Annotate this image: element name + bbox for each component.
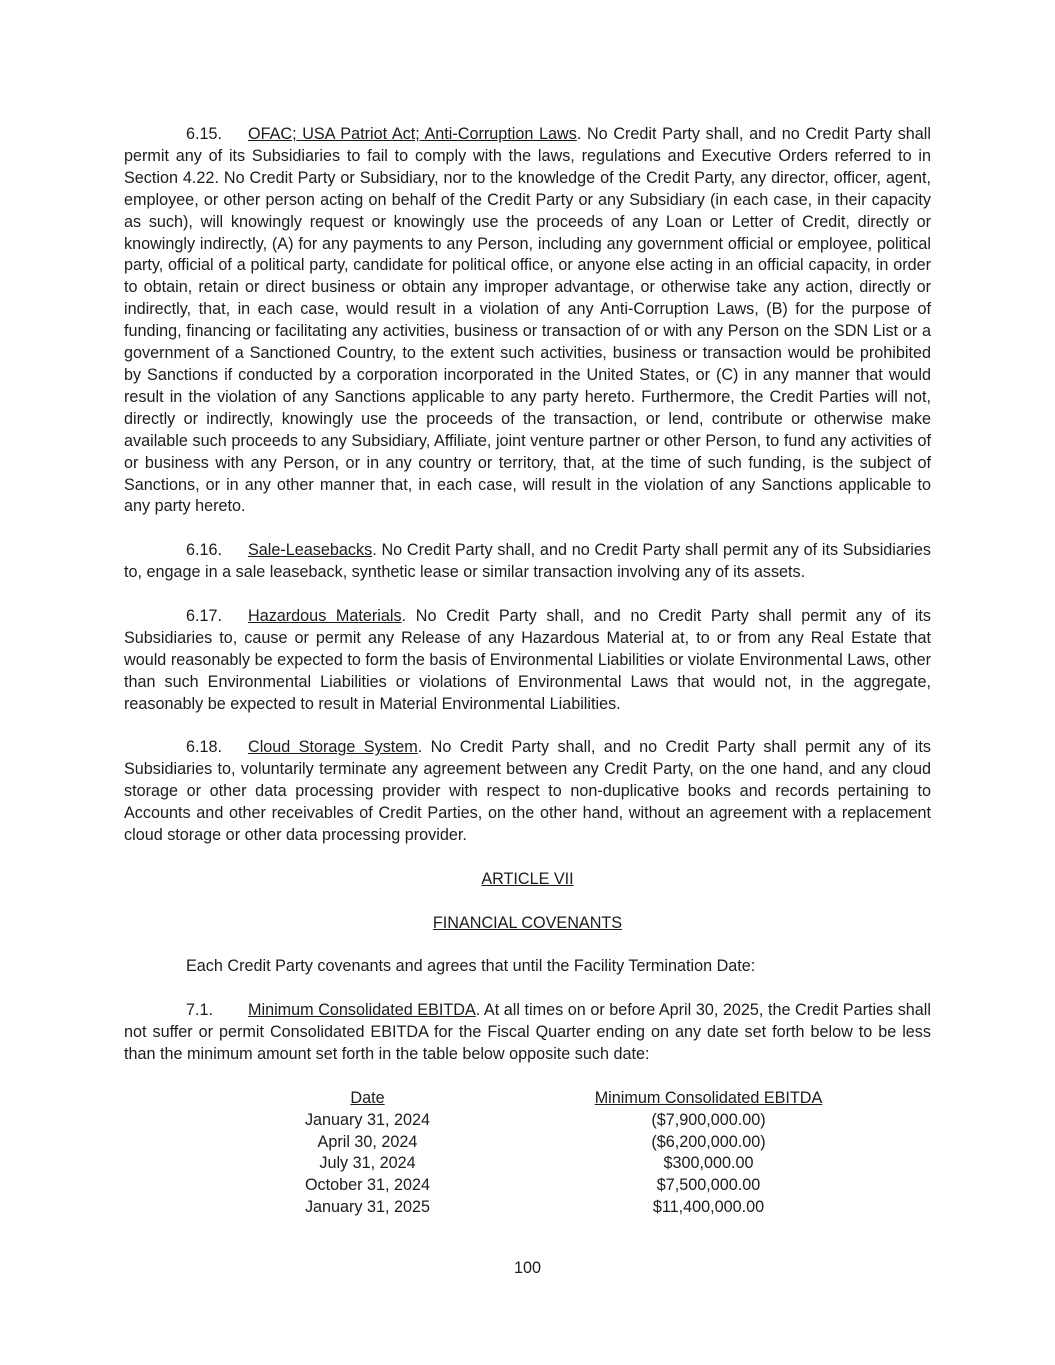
- page-content: [124, 124, 931, 1219]
- row-date: July 31, 2024: [319, 1154, 416, 1173]
- row-date: April 30, 2024: [317, 1132, 418, 1151]
- row-amount: ($6,200,000.00): [651, 1132, 766, 1151]
- row-date: October 31, 2024: [304, 1176, 431, 1195]
- table-row: [294, 1132, 840, 1154]
- section-body: . No Credit Party shall, and no Credit Party shall permit any of its Subsidiaries to fail to comply with the laws, regulations and Executive Orders referred to in Section 4.22. No Credit Party or Subsidiary, nor to the knowledge of the Credit Party, any director, officer, agent, employee, or other person acting on behalf of the Credit Party or any Subsidiary (in each case, in their capacity as such), will knowingly request or knowingly use the proceeds of any Loan or Letter of Credit, directly or knowingly indirectly, (A) for any payments to any Person, including any government official or employee, political party, official of a political party, candidate for political office, or anyone else acting in an official capacity, in order to obtain, retain or direct business or obtain any improper advantage, or otherwise take any action, directly or indirectly, that, in each case, would result in a violation of any Anti-Corruption Laws, (B) for the purpose of funding, financing or facilitating any activities, business or transaction of or with any Person on the SDN List or a government of a Sanctioned Country, to the extent such activities, business or transaction would be prohibited by Sanctions if conducted by a corporation incorporated in the United States, or (C) in any manner that would result in the violation of any Sanctions applicable to any party hereto. Furthermore, the Credit Parties will not, directly or indirectly, knowingly use the proceeds of the transaction, or lend, contribute or otherwise make available such proceeds to any Subsidiary, Affiliate, joint venture partner or other Person, to fund any activities of or business with any Person, or in any country or territory, that, at the time of such funding, is the subject of Sanctions, or in any other manner that, in each case, will result in the violation of any Sanctions applicable to any party hereto.: [124, 125, 931, 516]
- section-heading: Minimum Consolidated EBITDA: [248, 1001, 476, 1020]
- table-row: [294, 1197, 840, 1219]
- section-body: . No Credit Party shall, and no Credit Party shall permit any of its Subsidiaries to, cause or permit any Release of any Hazardous Material at, to or from any Real Estate that would reasonably be expected to form the basis of Environmental Liabilities or violate Environmental Laws, other than such Environmental Liabilities or violations of Environmental Laws that would not, in the aggregate, reasonably be expected to result in Material Environmental Liabilities.: [124, 606, 932, 713]
- section-body: . At all times on or before April 30, 2025, the Credit Parties shall not suffer or permit Consolidated EBITDA for the Fiscal Quarter ending on any date set forth below to be less than the minimum amount set forth in the table below opposite such date:: [124, 1001, 932, 1063]
- article-title-text: ARTICLE VII: [481, 869, 574, 888]
- section-6-15: [124, 124, 931, 518]
- article-intro: Each Credit Party covenants and agrees that until the Facility Termination Date:: [186, 957, 756, 976]
- section-7-1: [124, 1000, 931, 1066]
- section-heading: Hazardous Materials: [248, 606, 402, 625]
- row-amount: $7,500,000.00: [656, 1176, 761, 1195]
- ebitda-table: [294, 1088, 840, 1219]
- section-6-17: [124, 606, 931, 716]
- table-header-row: [294, 1088, 840, 1110]
- section-heading: Cloud Storage System: [248, 738, 418, 757]
- table-row: [294, 1153, 840, 1175]
- article-subtitle-text: FINANCIAL COVENANTS: [432, 913, 623, 932]
- page-number: 100: [513, 1259, 541, 1277]
- section-number: 6.18.: [186, 738, 223, 757]
- section-number: 7.1.: [186, 1001, 214, 1020]
- row-amount: $300,000.00: [663, 1154, 754, 1173]
- date-header: Date: [350, 1088, 385, 1107]
- section-number: 6.16.: [186, 541, 223, 560]
- section-body: . No Credit Party shall, and no Credit Party shall permit any of its Subsidiaries to, engage in a sale leaseback, synthetic lease or similar transaction involving any of its assets.: [124, 541, 931, 582]
- row-date: January 31, 2025: [304, 1198, 431, 1217]
- amount-header: Minimum Consolidated EBITDA: [594, 1088, 823, 1107]
- section-number: 6.17.: [186, 606, 223, 625]
- section-heading: Sale-Leasebacks: [248, 541, 373, 560]
- row-amount: $11,400,000.00: [652, 1198, 765, 1217]
- section-6-16: [124, 540, 931, 584]
- article-title: [124, 869, 931, 891]
- row-amount: ($7,900,000.00): [651, 1110, 766, 1129]
- table-row: [294, 1175, 840, 1197]
- section-body: . No Credit Party shall, and no Credit Party shall permit any of its Subsidiaries to, voluntarily terminate any agreement between any Credit Party, on the one hand, and any cloud storage or other data processing provider with respect to non-duplicative books and records pertaining to Accounts and other receivables of Credit Parties, on the other hand, without an agreement with a replacement cloud storage or other data processing provider.: [124, 738, 931, 844]
- section-number: 6.15.: [186, 125, 223, 143]
- section-6-18: [124, 737, 931, 847]
- row-date: January 31, 2024: [304, 1110, 431, 1129]
- section-heading: OFAC; USA Patriot Act; Anti-Corruption Laws: [248, 125, 577, 143]
- table-row: [294, 1110, 840, 1132]
- article-subtitle: [124, 913, 931, 935]
